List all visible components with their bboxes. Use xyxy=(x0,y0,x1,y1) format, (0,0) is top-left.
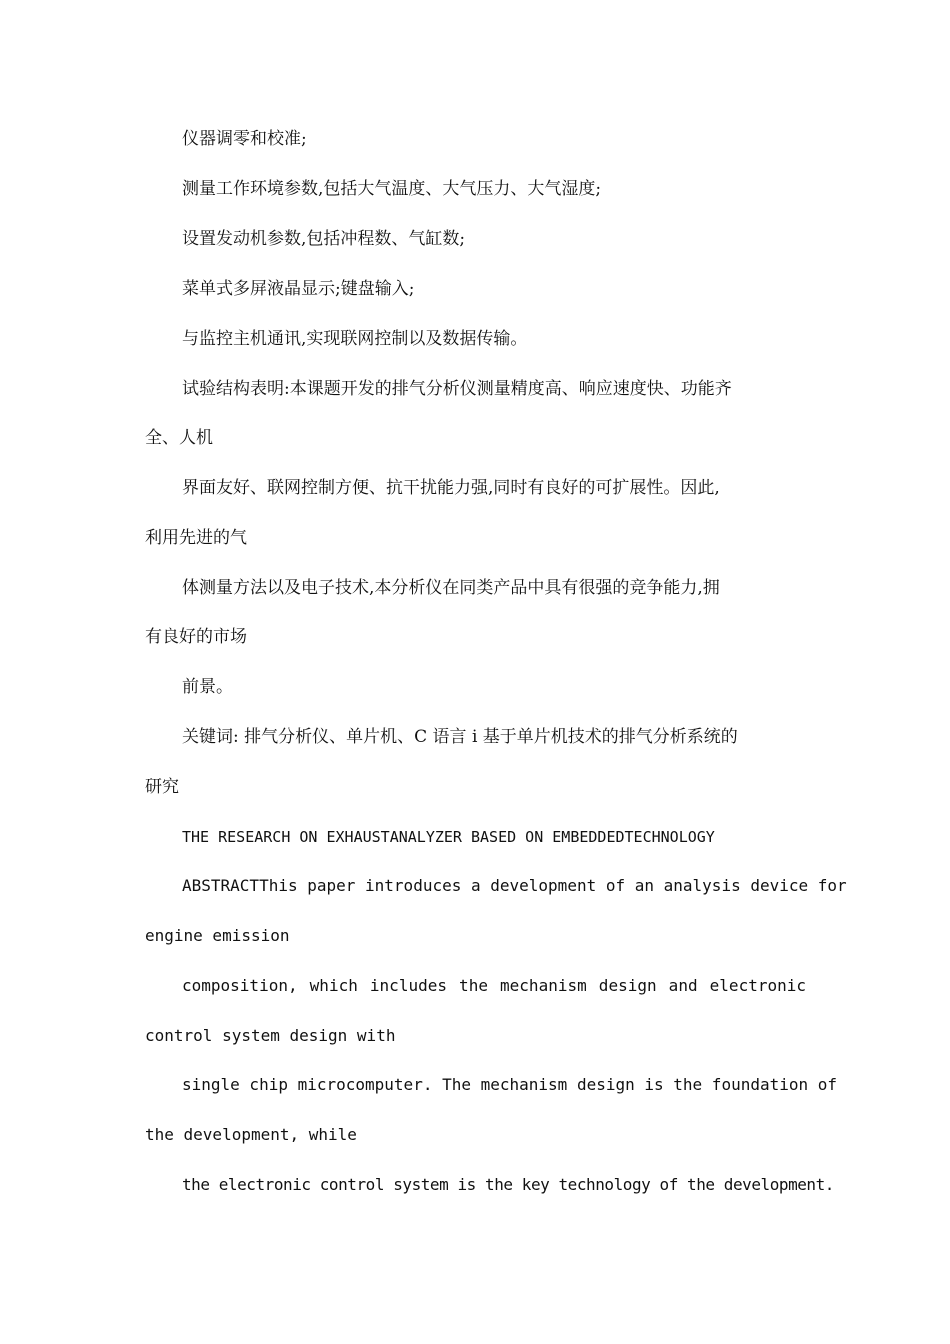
text-line: 菜单式多屏液晶显示;键盘输入; xyxy=(182,279,415,299)
abstract-line: engine emission xyxy=(145,926,290,945)
text-line: 有良好的市场 xyxy=(145,627,247,647)
abstract-line: composition, which includes the mechanism design and electronic xyxy=(182,976,806,995)
text-line: 与监控主机通讯,实现联网控制以及数据传输。 xyxy=(182,329,528,349)
text-line: 利用先进的气 xyxy=(145,528,247,548)
abstract-line: the development, while xyxy=(145,1125,357,1144)
text-line: 设置发动机参数,包括冲程数、气缸数; xyxy=(182,229,466,249)
text-line: 试验结构表明:本课题开发的排气分析仪测量精度高、响应速度快、功能齐 xyxy=(182,379,732,399)
paper-title-en: THE RESEARCH ON EXHAUSTANALYZER BASED ON EMBEDDEDTECHNOLOGY xyxy=(182,828,715,846)
text-line: 前景。 xyxy=(182,677,233,697)
text-line: 测量工作环境参数,包括大气温度、大气压力、大气湿度; xyxy=(182,179,602,199)
abstract-line: the electronic control system is the key technology of the development. xyxy=(182,1175,834,1194)
abstract-line: single chip microcomputer. The mechanism design is the foundation of xyxy=(182,1075,838,1094)
text-line: 界面友好、联网控制方便、抗干扰能力强,同时有良好的可扩展性。因此, xyxy=(182,478,720,498)
abstract-line: control system design with xyxy=(145,1026,396,1045)
text-line: 仪器调零和校准; xyxy=(182,129,307,149)
text-line: 关键词: 排气分析仪、单片机、C 语言 i 基于单片机技术的排气分析系统的 xyxy=(182,727,738,747)
text-line: 全、人机 xyxy=(145,428,213,448)
abstract-line: ABSTRACTThis paper introduces a development of an analysis device for xyxy=(182,876,847,895)
text-line: 体测量方法以及电子技术,本分析仪在同类产品中具有很强的竞争能力,拥 xyxy=(182,578,720,598)
text-line: 研究 xyxy=(145,777,179,797)
